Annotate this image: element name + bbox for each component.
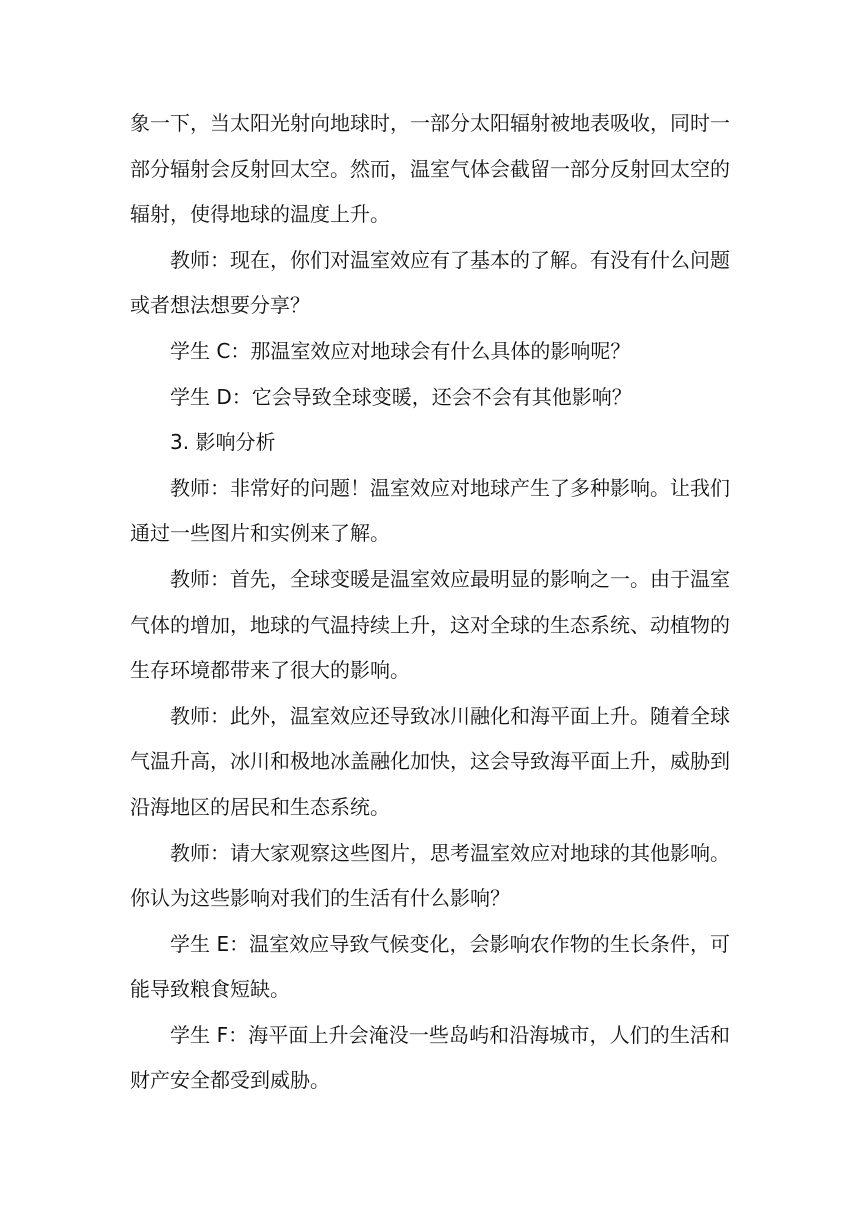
section-heading-impact-analysis: 3. 影响分析 [170,430,276,455]
paragraph-teacher-global-warming: 教师：首先，全球变暖是温室效应最明显的影响之一。由于温室气体的增加，地球的气温持续上升，这对全球的生态系统、动植物的生存环境都带来了很大的影响。 [130,566,730,683]
paragraph-teacher-observe: 教师：请大家观察这些图片，思考温室效应对地球的其他影响。你认为这些影响对我们的生活有什么影响？ [130,840,730,911]
paragraph-student-d: 学生 D：它会导致全球变暖，还会不会有其他影响？ [170,384,632,409]
paragraph-teacher-question: 教师：现在，你们对温室效应有了基本的了解。有没有什么问题或者想法想要分享？ [130,247,730,318]
paragraph-teacher-sea-level: 教师：此外，温室效应还导致冰川融化和海平面上升。随着全球气温升高，冰川和极地冰盖融化加快，这会导致海平面上升，威胁到沿海地区的居民和生态系统。 [130,703,730,819]
paragraph-continuation: 象一下，当太阳光射向地球时，一部分太阳辐射被地表吸收，同时一部分辐射会反射回太空。然而，温室气体会截留一部分反射回太空的辐射，使得地球的温度上升。 [130,111,730,227]
document-body [130,101,730,1104]
paragraph-student-e: 学生 E：温室效应导致气候变化，会影响农作物的生长条件，可能导致粮食短缺。 [130,931,730,1002]
paragraph-teacher-intro: 教师：非常好的问题！温室效应对地球产生了多种影响。让我们通过一些图片和实例来了解。 [130,475,730,546]
paragraph-student-f: 学生 F：海平面上升会淹没一些岛屿和沿海城市，人们的生活和财产安全都受到威胁。 [130,1022,730,1093]
paragraph-student-c: 学生 C：那温室效应对地球会有什么具体的影响呢？ [170,338,631,363]
